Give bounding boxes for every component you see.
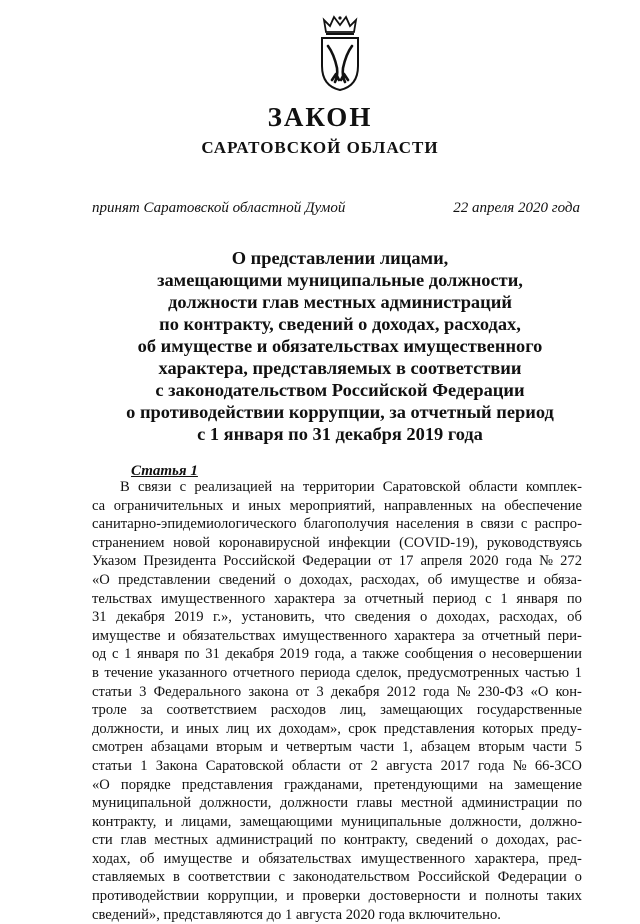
article-line: од с 1 января по 31 декабря 2019 года, а также сообщения о несовершении [92, 646, 582, 663]
adoption-note: принят Саратовской областной Думой [92, 200, 346, 216]
article-line: должности, и иных лиц их доходам», срок представления которых преду- [92, 720, 582, 737]
article-line: 31 декабря 2019 г.», установить, что сведения о доходах, расходах, об [92, 609, 582, 626]
article-line: имуществе и обязательствах имущественного характера за отчетный пери- [92, 627, 582, 644]
subject-line: об имуществе и обязательствах имущественного [137, 336, 543, 356]
subject-line: с законодательством Российской Федерации [155, 380, 525, 400]
article-line: противодействии коррупции, и проверки достоверности и полноты таких [92, 888, 582, 905]
adoption-date: 22 апреля 2020 года [453, 200, 580, 216]
article-line: статьи 3 Федерального закона от 3 декабря 2012 года № 230-ФЗ «О кон- [92, 683, 582, 700]
saratov-coat-of-arms-icon [318, 14, 362, 92]
article-line: «О представлении сведений о доходах, расходах, об имуществе и обяза- [92, 571, 582, 588]
subject-line: с 1 января по 31 декабря 2019 года [197, 424, 483, 444]
article-line: в течение указанного отчетного периода сделок, предусмотренных частью 1 [92, 664, 582, 681]
article-line: ставляемых в соответствии с законодательством Российской Федерации о [92, 869, 582, 886]
subject-line: О представлении лицами, [231, 248, 449, 268]
article-line: тельствах имущественного характера за отчетный период с 1 января по [92, 590, 582, 607]
law-title: ЗАКОН [267, 102, 373, 132]
article-line: контракту, и лицами, замещающими муниципальные должности, должно- [92, 813, 582, 830]
article-line: Указом Президента Российской Федерации от 17 апреля 2020 года № 272 [92, 553, 582, 570]
article-line: смотрен абзацами вторым и четвертым части 1, абзацем вторым части 5 [92, 739, 582, 756]
subject-line: о противодействии коррупции, за отчетный период [126, 402, 554, 422]
subject-line: замещающими муниципальные должности, [157, 270, 523, 290]
article-line: са ограничительных и иных мероприятий, направленных на обеспечение [92, 497, 582, 514]
article-line: ходах, об имуществе и обязательствах имущественного характера, пред- [92, 850, 582, 867]
article-line: В связи с реализацией на территории Саратовской области комплек- [120, 479, 582, 495]
article-line: странением новой коронавирусной инфекции (COVID-19), руководствуясь [92, 534, 582, 551]
law-subject [60, 247, 620, 445]
region-name: САРАТОВСКОЙ ОБЛАСТИ [201, 138, 439, 157]
article-line: троле за соответствием расходов лиц, замещающих государственные [92, 702, 582, 719]
article-line: сведений», представляются до 1 августа 2020 года включительно. [92, 906, 501, 923]
subject-line: по контракту, сведений о доходах, расходах, [159, 314, 521, 334]
article-line: статьи 1 Закона Саратовской области от 2 августа 2017 года № 66-ЗСО [92, 757, 582, 774]
article-heading: Статья 1 [131, 463, 198, 479]
subject-line: должности глав местных администраций [168, 292, 512, 312]
article-line: сти глав местных администраций по контракту, сведений о доходах, рас- [92, 832, 582, 849]
subject-line: характера, представляемых в соответствии [158, 358, 522, 378]
article-line: муниципальной должности, должности главы местной администрации по [92, 795, 582, 812]
article-body [92, 478, 582, 924]
article-line: «О порядке представления гражданами, претендующими на замещение [92, 776, 582, 793]
article-line: санитарно-эпидемиологического благополучия населения в связи с распро- [92, 516, 582, 533]
